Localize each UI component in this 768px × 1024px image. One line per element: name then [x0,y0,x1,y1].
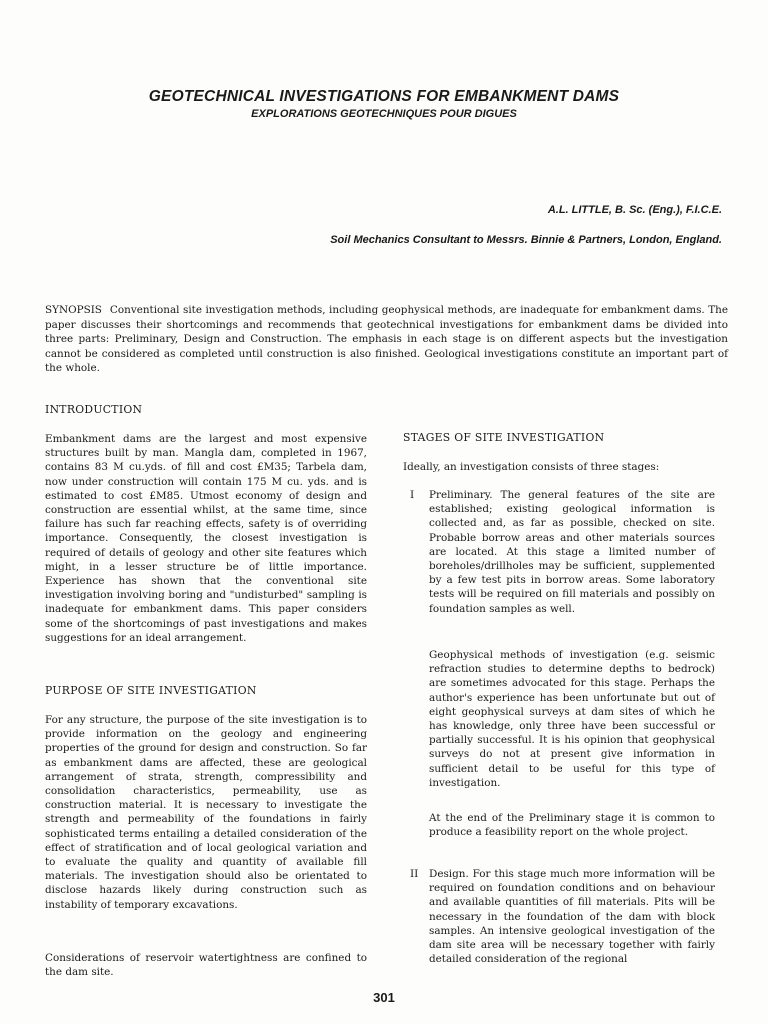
paper-title: GEOTECHNICAL INVESTIGATIONS FOR EMBANKMENT DAMS [148,88,620,105]
purpose-text: For any structure, the purpose of the site investigation is to provide information on the geology and engineering properties of the ground for design and construction. So far as embankment dams are affected, these are geological arrangement of strata, strength, compressibility and consolidation characteristics, permeability, use as construction material. It is necessary to investigate the strength and permeability of the foundations in fairly sophisticated terms entailing a detailed consideration of the effect of stratification and of local geological variation and to evaluate the quality and quantity of available fill materials. The investigation should also be orientated to disclose hazards likely during construction such as instability of temporary excavations. [45,714,367,911]
author-name: A.L. LITTLE, B. Sc. (Eng.), F.I.C.E. [547,204,722,216]
stages-intro: Ideally, an investigation consists of three stages: [403,461,660,473]
stage-number: I [410,489,415,501]
purpose-heading: PURPOSE OF SITE INVESTIGATION [45,684,257,697]
geophysical-text: Geophysical methods of investigation (e.g. seismic refraction studies to determine depths to bedrock) are sometimes advocated for this stage. Perhaps the author's experience has been unfortunate but out of eight geophysical surveys at dam sites of which he has knowledge, only three have been successful or partially successful. It is his opinion that geophysical surveys do not at present give information in sufficient detail to be useful for this type of investigation. [429,649,715,789]
stage-number: II [410,868,419,880]
stage-text: Preliminary. The general features of the site are established; existing geological information is collected and, as far as possible, checked on site. Probable borrow areas and other materials sources are located. At this stage a limited number of boreholes/drillholes may be sufficient, supplemented by a few test pits in borrow areas. Some laboratory tests will be required on fill materials and possibly on foundation samples as well. [429,489,715,615]
paper-subtitle: EXPLORATIONS GEOTECHNIQUES POUR DIGUES [251,108,517,120]
synopsis-label: SYNOPSIS [45,304,102,316]
reservoir-text: Considerations of reservoir watertightness are confined to the dam site. [45,952,367,979]
page-number: 301 [373,990,395,1005]
stages-heading: STAGES OF SITE INVESTIGATION [403,431,605,444]
author-affiliation: Soil Mechanics Consultant to Messrs. Binnie & Partners, London, England. [330,234,722,246]
feasibility-text: At the end of the Preliminary stage it is common to produce a feasibility report on the whole project. [429,812,715,839]
stage-text: Design. For this stage much more information will be required on foundation conditions and on behaviour and available quantities of fill materials. Pits will be necessary in the foundation of the dam with block samples. An intensive geological investigation of the dam site area will be necessary together with fairly detailed consideration of the regional [429,868,715,966]
synopsis [45,303,728,376]
introduction-text: Embankment dams are the largest and most expensive structures built by man. Mangla dam, completed in 1967, contains 83 M cu.yds. of fill and cost £M35; Tarbela dam, now under construction will contain 175 M cu. yds. and is estimated to cost £M85. Utmost economy of design and construction are essential whilst, at the same time, since failure has such far reaching effects, safety is of overriding importance. Consequently, the closest investigation is required of details of geology and other site features which might, in a lesser structure be of little importance. Experience has shown that the conventional site investigation involving boring and "undisturbed" sampling is inadequate for embankment dams. This paper considers some of the shortcomings of past investigations and makes suggestions for an ideal arrangement. [45,433,367,644]
introduction-heading: INTRODUCTION [45,403,143,416]
synopsis-text: Conventional site investigation methods, including geophysical methods, are inadequate for embankment dams. The paper discusses their shortcomings and recommends that geotechnical investigations for embankment dams be divided into three parts: Preliminary, Design and Construction. The emphasis in each stage is on different aspects but the investigation cannot be considered as completed until construction is also finished. Geological investigations constitute an important part of the whole. [45,304,728,375]
